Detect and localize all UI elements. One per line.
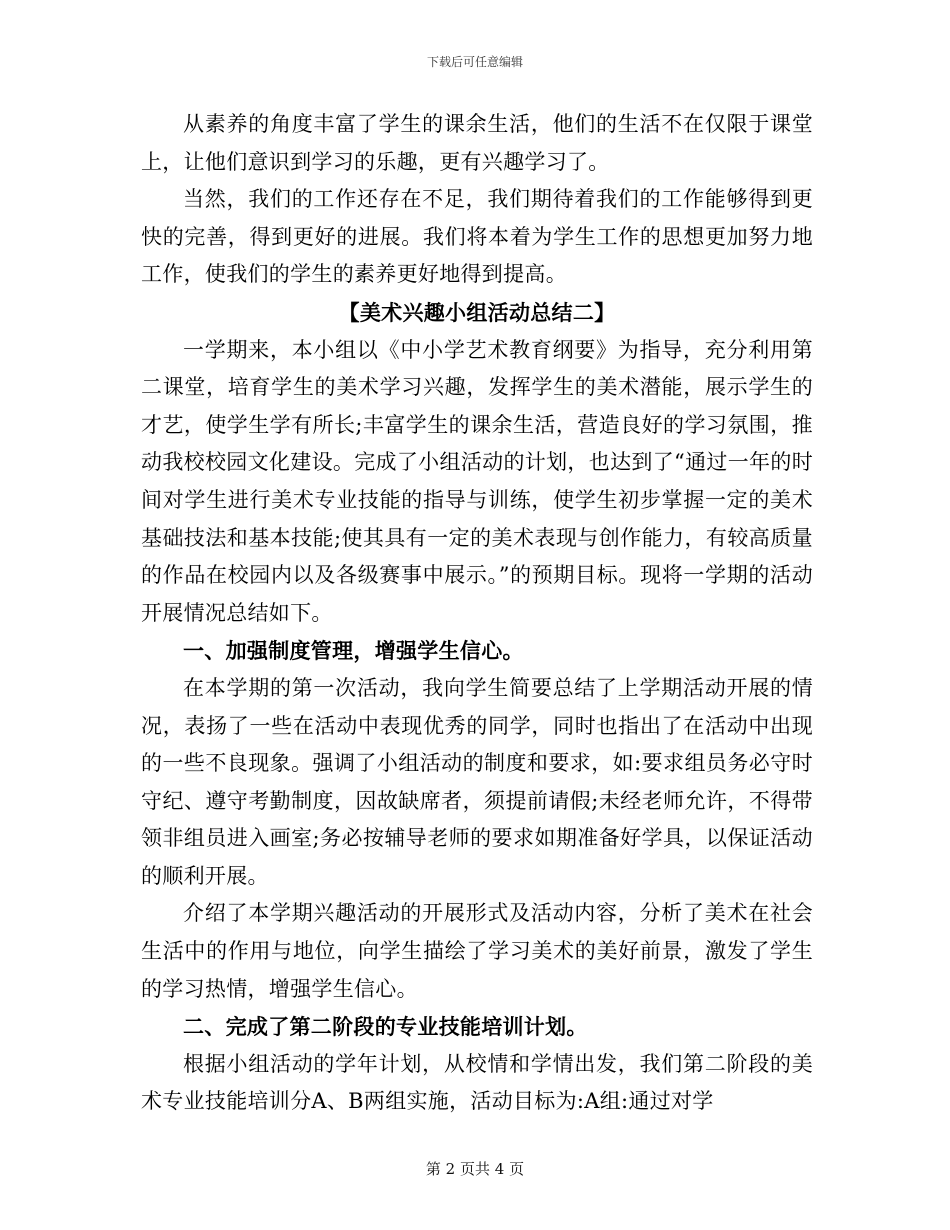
section-heading: 二、完成了第二阶段的专业技能培训计划。 bbox=[183, 1014, 588, 1040]
paragraph: 从素养的角度丰富了学生的课余生活，他们的生活不在仅限于课堂上，让他们意识到学习的乐趣，更有兴趣学习了。 bbox=[141, 112, 813, 174]
document-body bbox=[141, 106, 813, 1121]
paragraph: 在本学期的第一次活动，我向学生简要总结了上学期活动开展的情况，表扬了一些在活动中表现优秀的同学，同时也指出了在活动中出现的一些不良现象。强调了小组活动的制度和要求，如:要求组员务必守时守纪、遵守考勤制度，因故缺席者，须提前请假;未经老师允许，不得带领非组员进入画室;务必按辅导老师的要求如期准备好学具，以保证活动的顺利开展。 bbox=[141, 675, 813, 888]
page-footer: 第 2 页共 4 页 bbox=[425, 1160, 525, 1178]
section-heading: 一、加强制度管理，增强学生信心。 bbox=[183, 638, 524, 664]
section-title: 【美术兴趣小组活动总结二】 bbox=[338, 299, 616, 325]
page-header: 下载后可任意编辑 bbox=[426, 55, 523, 69]
paragraph: 一学期来，本小组以《中小学艺术教育纲要》为指导，充分利用第二课堂，培育学生的美术学习兴趣，发挥学生的美术潜能，展示学生的才艺，使学生学有所长;丰富学生的课余生活，营造良好的学习氛围，推动我校校园文化建设。完成了小组活动的计划，也达到了“通过一年的时间对学生进行美术专业技能的指导与训练，使学生初步掌握一定的美术基础技法和基本技能;使其具有一定的美术表现与创作能力，有较高质量的作品在校园内以及各级赛事中展示。”的预期目标。现将一学期的活动开展情况总结如下。 bbox=[141, 337, 813, 625]
paragraph: 当然，我们的工作还存在不足，我们期待着我们的工作能够得到更快的完善，得到更好的进展。我们将本着为学生工作的思想更加努力地工作，使我们的学生的素养更好地得到提高。 bbox=[141, 187, 813, 287]
paragraph: 根据小组活动的学年计划，从校情和学情出发，我们第二阶段的美术专业技能培训分A、B两组实施，活动目标为:A组:通过对学 bbox=[141, 1051, 813, 1114]
paragraph: 介绍了本学期兴趣活动的开展形式及活动内容，分析了美术在社会生活中的作用与地位，向学生描绘了学习美术的美好前景，激发了学生的学习热情，增强学生信心。 bbox=[141, 901, 813, 1001]
